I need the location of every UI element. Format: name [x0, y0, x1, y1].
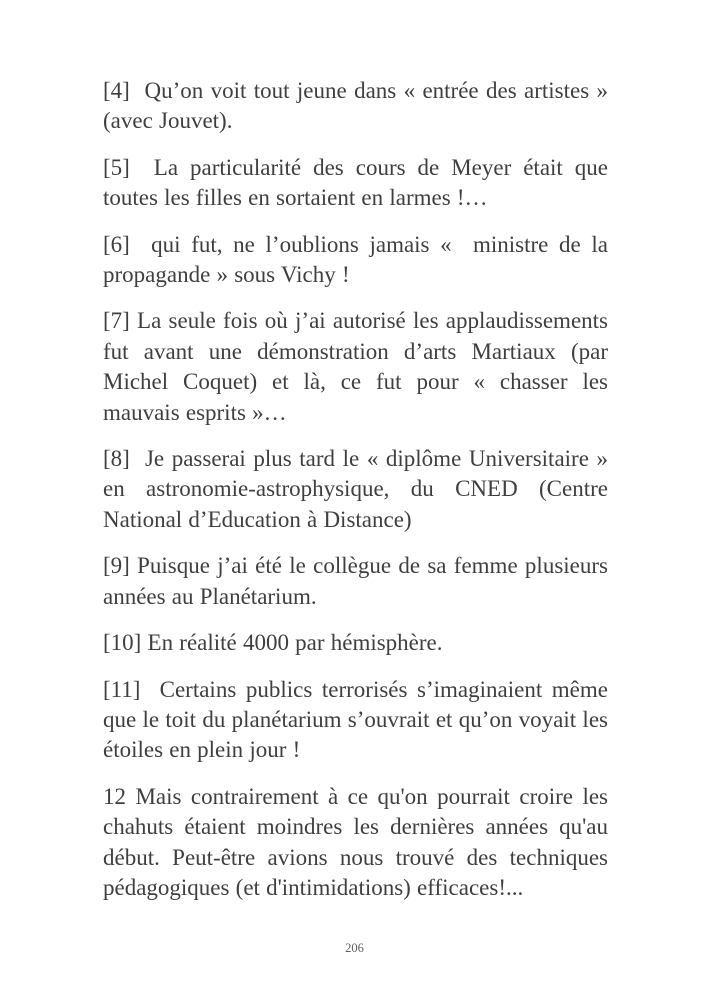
- page-number: 206: [345, 941, 364, 955]
- note-paragraph-8: [8] Je passerai plus tard le « diplôme Universitaire » en astronomie-astrophysique, du CNED (Centre National d’Education à Distance): [103, 446, 608, 532]
- note-paragraph-6: [6] qui fut, ne l’oublions jamais « ministre de la propagande » sous Vichy !: [103, 231, 608, 288]
- note-paragraph-11: [11] Certains publics terrorisés s’imaginaient même que le toit du planétarium s’ouvrait et qu’on voyait les étoiles en plein jour !: [103, 676, 608, 763]
- note-paragraph-5: [5] La particularité des cours de Meyer était que toutes les filles en sortaient en larmes !…: [103, 154, 608, 211]
- note-paragraph-12: 12 Mais contrairement à ce qu'on pourrait croire les chahuts étaient moindres les dernières années qu'au début. Peut-être avions nous trouvé des techniques pédagogiques (et d'intimidations) efficaces!...: [103, 783, 608, 900]
- endnotes-section: [103, 76, 608, 919]
- note-paragraph-9: [9] Puisque j’ai été le collègue de sa femme plusieurs années au Planétarium.: [103, 553, 608, 609]
- note-paragraph-10: [10] En réalité 4000 par hémisphère.: [103, 630, 443, 656]
- note-paragraph-7: [7] La seule fois où j’ai autorisé les applaudissements fut avant une démonstration d’arts Martiaux (par Michel Coquet) et là, ce fut pour « chasser les mauvais esprits »…: [103, 308, 608, 425]
- note-paragraph-4: [4] Qu’on voit tout jeune dans « entrée des artistes » (avec Jouvet).: [103, 78, 608, 134]
